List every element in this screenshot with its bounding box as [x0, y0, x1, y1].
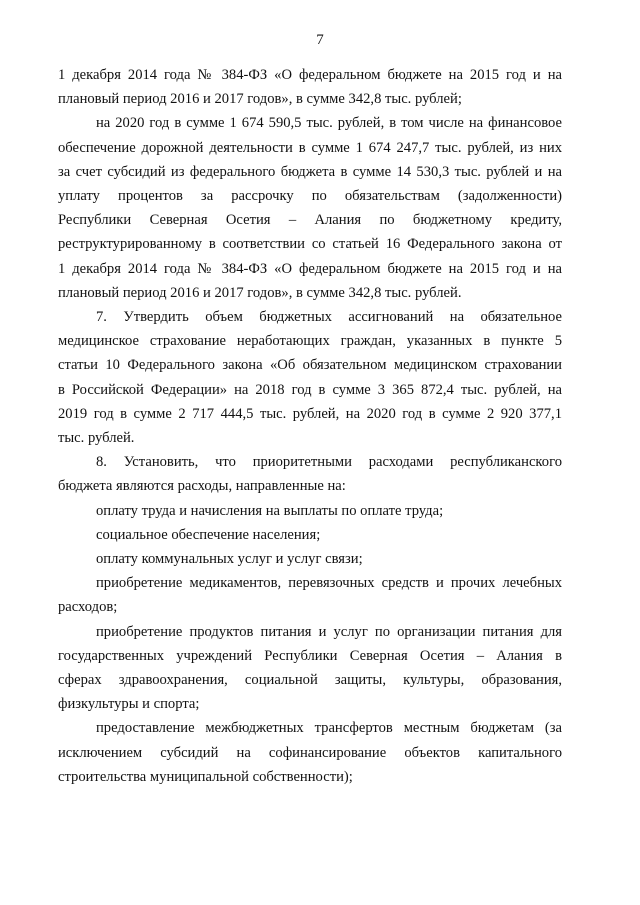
paragraph-p2: [58, 305, 562, 450]
text-line: обеспечение дорожной деятельности в сумме 1 674 247,7 тыс. рублей, из них: [58, 139, 562, 156]
text-line: строительства муниципальной собственности);: [58, 768, 353, 785]
text-line: уплату процентов за рассрочку по обязательствам (задолженности): [58, 188, 562, 205]
text-line: физкультуры и спорта;: [58, 696, 200, 713]
text-line: государственных учреждений Республики Северная Осетия – Алания в: [58, 647, 562, 664]
text-line: 1 декабря 2014 года № 384-ФЗ «О федеральном бюджете на 2015 год и на: [58, 260, 562, 277]
text-line: бюджета являются расходы, направленные на:: [58, 478, 346, 495]
text-line: плановый период 2016 и 2017 годов», в сумме 342,8 тыс. рублей;: [58, 91, 462, 108]
paragraph-p7: [58, 571, 562, 619]
text-line: на 2020 год в сумме 1 674 590,5 тыс. рублей, в том числе на финансовое: [96, 115, 562, 132]
paragraph-p0: [58, 63, 562, 111]
paragraph-p9: [58, 716, 562, 789]
text-line: расходов;: [58, 599, 118, 616]
text-line: плановый период 2016 и 2017 годов», в сумме 342,8 тыс. рублей.: [58, 284, 462, 301]
text-line: 1 декабря 2014 года № 384-ФЗ «О федеральном бюджете на 2015 год и на: [58, 67, 562, 83]
text-line: оплату труда и начисления на выплаты по оплате труда;: [96, 502, 444, 519]
text-line: оплату коммунальных услуг и услуг связи;: [96, 551, 363, 568]
paragraph-p8: [58, 620, 562, 717]
text-line: Республики Северная Осетия – Алания по бюджетному кредиту,: [58, 212, 562, 229]
paragraph-p4: [58, 499, 562, 523]
document-body: [58, 63, 562, 789]
text-line: медицинское страхование неработающих граждан, указанных в пункте 5: [58, 333, 562, 350]
text-line: тыс. рублей.: [58, 430, 135, 447]
text-line: исключением субсидий на софинансирование объектов капитального: [58, 744, 562, 761]
paragraph-p5: [58, 523, 562, 547]
text-line: сферах здравоохранения, социальной защиты, культуры, образования,: [58, 672, 562, 689]
text-line: приобретение продуктов питания и услуг по организации питания для: [96, 623, 562, 640]
text-line: 2019 год в сумме 2 717 444,5 тыс. рублей, на 2020 год в сумме 2 920 377,1: [58, 405, 562, 422]
text-line: за счет субсидий из федерального бюджета в сумме 14 530,3 тыс. рублей и на: [58, 163, 562, 180]
text-line: 8. Установить, что приоритетными расходами республиканского: [96, 454, 562, 471]
text-line: социальное обеспечение населения;: [96, 526, 321, 543]
text-line: статьи 10 Федерального закона «Об обязательном медицинском страховании: [58, 357, 562, 374]
text-line: приобретение медикаментов, перевязочных средств и прочих лечебных: [96, 575, 562, 592]
text-line: предоставление межбюджетных трансфертов местным бюджетам (за: [96, 720, 562, 737]
text-line: в Российской Федерации» на 2018 год в сумме 3 365 872,4 тыс. рублей, на: [58, 381, 562, 398]
paragraph-p6: [58, 547, 562, 571]
text-line: реструктурированному в соответствии со статьей 16 Федерального закона от: [58, 236, 562, 253]
paragraph-p3: [58, 450, 562, 498]
text-line: 7. Утвердить объем бюджетных ассигнований на обязательное: [96, 309, 562, 326]
page-number: 7: [316, 32, 324, 48]
paragraph-p1: [58, 111, 562, 305]
